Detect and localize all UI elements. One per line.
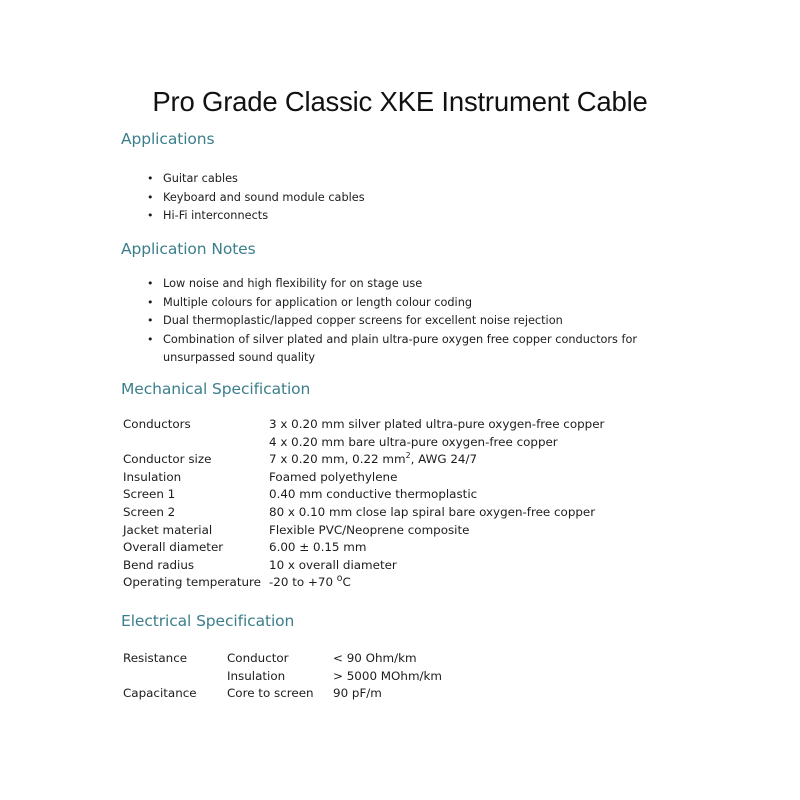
table-row	[123, 650, 442, 668]
spec-label: Operating temperature	[123, 575, 261, 590]
list-item-label: Keyboard and sound module cables	[163, 190, 365, 204]
spec-label: Jacket material	[123, 522, 213, 537]
application-notes-list	[0, 275, 800, 368]
spec-sublabel: Insulation	[227, 668, 286, 683]
list-item	[0, 275, 800, 294]
spec-value-superscript: 2	[405, 451, 411, 461]
table-row	[123, 522, 604, 540]
bullet-icon: •	[147, 190, 154, 204]
spec-value: Foamed polyethylene	[269, 469, 398, 484]
bullet-icon: •	[147, 172, 154, 185]
table-row	[123, 486, 604, 504]
spec-value: 80 x 0.10 mm close lap spiral bare oxygen-free copper	[269, 504, 596, 519]
degree-symbol: o	[336, 573, 343, 585]
list-item	[0, 312, 800, 331]
spec-label: Resistance	[123, 651, 188, 665]
table-row	[123, 685, 442, 703]
bullet-icon: •	[147, 295, 154, 309]
spec-value: < 90 Ohm/km	[333, 651, 417, 665]
mechanical-specification-table	[123, 416, 604, 592]
section-heading-mechanical-specification: Mechanical Specification	[121, 380, 311, 398]
table-row	[123, 504, 604, 522]
list-item-label: Multiple colours for application or length colour coding	[163, 295, 473, 309]
spec-label: Screen 2	[123, 504, 176, 519]
spec-value-pre: 7 x 0.20 mm, 0.22 mm	[269, 452, 406, 467]
list-item-label: Hi-Fi interconnects	[163, 209, 269, 222]
section-heading-application-notes: Application Notes	[121, 240, 256, 258]
list-item-label: Guitar cables	[163, 172, 238, 185]
spec-value: 10 x overall diameter	[269, 557, 397, 572]
table-row	[123, 574, 604, 592]
spec-label: Conductors	[123, 417, 191, 431]
list-item	[0, 207, 800, 226]
spec-label	[123, 434, 269, 452]
section-heading-electrical-specification: Electrical Specification	[121, 612, 295, 630]
spec-label	[123, 668, 227, 686]
electrical-specification-table	[123, 650, 442, 703]
bullet-icon: •	[147, 209, 154, 222]
spec-value: 4 x 0.20 mm bare ultra-pure oxygen-free copper	[269, 434, 558, 449]
table-row	[123, 451, 604, 469]
spec-value: 90 pF/m	[333, 686, 382, 701]
spec-value-post: , AWG 24/7	[410, 452, 478, 467]
spec-value	[269, 451, 604, 469]
section-heading-applications: Applications	[121, 130, 215, 148]
spec-label: Capacitance	[123, 686, 197, 701]
spec-sublabel: Conductor	[227, 651, 289, 665]
spec-label: Insulation	[123, 469, 182, 484]
spec-value	[269, 574, 604, 592]
bullet-icon: •	[147, 277, 154, 290]
table-row	[123, 416, 604, 434]
spec-label: Overall diameter	[123, 540, 224, 555]
spec-sublabel: Core to screen	[227, 686, 314, 701]
spec-value: 6.00 ± 0.15 mm	[269, 540, 367, 555]
spec-value: 3 x 0.20 mm silver plated ultra-pure oxygen-free copper	[269, 417, 605, 431]
list-item	[0, 189, 800, 208]
table-row	[123, 557, 604, 575]
spec-value-post: C	[342, 575, 351, 590]
applications-list	[0, 170, 800, 226]
page-title: Pro Grade Classic XKE Instrument Cable	[152, 86, 648, 117]
bullet-icon: •	[147, 332, 154, 346]
list-item	[0, 294, 800, 313]
table-row	[123, 434, 604, 452]
list-item-label: Low noise and high flexibility for on stage use	[163, 277, 423, 290]
list-item-label: Combination of silver plated and plain ultra-pure oxygen free copper conductors for unsurpassed sound quality	[163, 332, 638, 364]
spec-value: > 5000 MOhm/km	[333, 668, 442, 683]
list-item	[0, 331, 800, 368]
spec-value: Flexible PVC/Neoprene composite	[269, 522, 470, 537]
list-item	[0, 170, 800, 189]
list-item-label: Dual thermoplastic/lapped copper screens for excellent noise rejection	[163, 314, 563, 327]
spec-label: Conductor size	[123, 452, 212, 467]
bullet-icon: •	[147, 314, 154, 327]
table-row	[123, 668, 442, 686]
spec-value: 0.40 mm conductive thermoplastic	[269, 487, 478, 502]
spec-label: Bend radius	[123, 557, 195, 572]
table-row	[123, 539, 604, 557]
table-row	[123, 469, 604, 487]
spec-value-pre: -20 to +70	[269, 575, 337, 590]
spec-label: Screen 1	[123, 487, 176, 502]
